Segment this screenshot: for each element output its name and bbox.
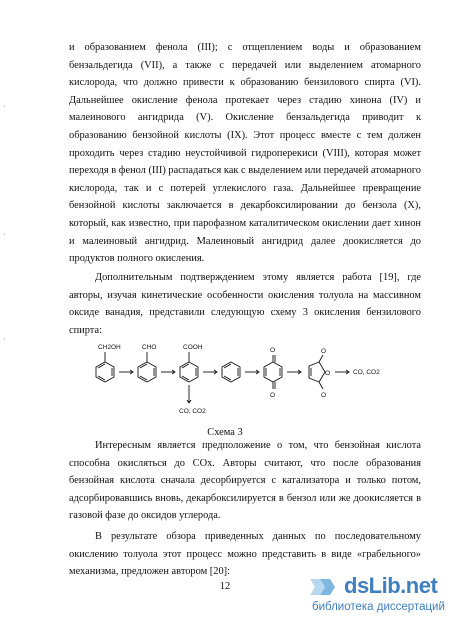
benzoic-acid-structure	[179, 344, 206, 415]
o-bottom-label: O	[270, 392, 276, 399]
paragraph-text: и образованием фенола (III); с отщеплением воды и образованием бензальдегида (VII), а также с передачей или выделением атомарного кислорода, что должно привести к образованию бензилового спирта (VI). Дальнейшее окисление фенола протекает через стадию хинона (IV) и малеинового ангидрида (V). Окисление бензальдегида приводит к образованию бензойной кислоты (IX). Этот процесс вместе с тем должен проходить через стадию неустойчивой гидроперекиси (VIII), которая может переходя в фенол (III) распадаться как с выделением или передачей атомарного кислорода, так и с потерей углекислого газа. Дальнейшее превращение бензойной кислоты заключается в декарбоксилировании до бензола (X), который, как известно, при парофазном каталитическом окислении дает хинон и малеиновый ангидрид. Малеиновый ангидрид далее доокисляется до продуктов полного окисления.	[69, 42, 421, 265]
cho-label: CHO	[142, 344, 157, 351]
quinone-structure	[264, 347, 282, 399]
benzene-structure	[222, 362, 240, 382]
co-co2-bottom-label: CO, CO2	[179, 408, 206, 415]
co-co2-end-label: CO, CO2	[353, 369, 380, 376]
benzaldehyde-structure	[138, 344, 156, 382]
cooh-label: COOH	[183, 344, 203, 351]
watermark-subtitle: библиотека диссертаций	[312, 601, 445, 613]
scheme-caption: Схема 3	[207, 427, 243, 438]
paragraph-text: В результате обзора приведенных данных по последовательному окислению толуола этот процесс можно представить в виде «грабельного» механизма, предложен автором [20]:	[69, 531, 421, 578]
margin-mark: ·	[3, 335, 6, 344]
margin-mark: ·	[3, 102, 6, 111]
watermark-brand: dsLib.net	[344, 573, 438, 598]
paragraph-1	[69, 39, 421, 268]
paragraph-text: Интересным является предположение о том, что бензойная кислота способна окисляться до COx. Авторы считают, что после образования бензойная кислота сначала десорбируется с катализатора и только потом, адсорбировавшись вновь, декарбоксилируется в бензол или же доокисляется в газовой фазе до оксидов углерода.	[69, 440, 421, 522]
paragraph-text: Дополнительным подтверждением этому является работа [19], где авторы, изучая кинетические особенности окисления толуола на массивном оксиде ванадия, представили следующую схему 3 окисления бензилового спирта:	[69, 272, 421, 336]
dslib-logo-icon	[308, 575, 348, 599]
o-top-label: O	[270, 347, 276, 354]
ch2oh-label: CH2OH	[98, 344, 121, 351]
o-ring1-label: O	[321, 348, 327, 355]
benzyl-alcohol-structure	[96, 344, 121, 382]
o-ring2-label: O	[321, 392, 327, 399]
paragraph-3	[69, 437, 421, 525]
maleic-anhydride-structure	[309, 348, 330, 399]
paragraph-2	[69, 269, 421, 339]
margin-mark: ·	[3, 230, 6, 239]
watermark	[308, 573, 448, 619]
page-number: 12	[219, 581, 231, 592]
scheme-3-diagram	[95, 340, 430, 425]
o-ring3-label: O	[325, 370, 331, 377]
